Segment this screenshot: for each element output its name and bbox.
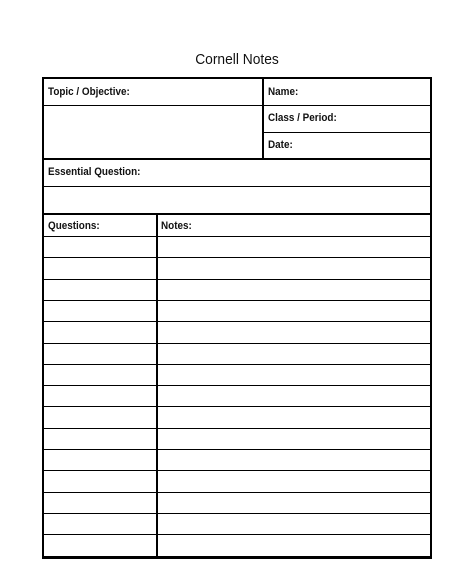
- essential-question-label: Essential Question:: [48, 166, 141, 178]
- ruled-line: [44, 300, 430, 301]
- ruled-line: [44, 257, 430, 258]
- ruled-line: [44, 492, 430, 493]
- header-vertical-divider: [262, 79, 264, 160]
- cornell-notes-form: [42, 77, 432, 559]
- name-label: Name:: [268, 86, 299, 98]
- ruled-line: [44, 236, 430, 237]
- ruled-line: [44, 449, 430, 450]
- page-title: Cornell Notes: [195, 51, 279, 68]
- ruled-line: [44, 406, 430, 407]
- questions-notes-divider: [156, 215, 158, 559]
- ruled-line: [44, 343, 430, 344]
- class-period-label: Class / Period:: [268, 112, 337, 124]
- class-row-divider: [264, 132, 432, 133]
- header-bottom-divider: [44, 158, 430, 160]
- essential-row-divider: [44, 186, 430, 187]
- date-label: Date:: [268, 139, 293, 151]
- ruled-line: [44, 385, 430, 386]
- essential-bottom-divider: [44, 213, 430, 215]
- name-row-divider: [264, 105, 432, 106]
- ruled-line: [44, 321, 430, 322]
- notes-label: Notes:: [161, 220, 192, 232]
- questions-label: Questions:: [48, 220, 100, 232]
- ruled-line: [44, 534, 430, 535]
- ruled-line: [44, 428, 430, 429]
- topic-label: Topic / Objective:: [48, 86, 130, 98]
- ruled-line: [44, 279, 430, 280]
- ruled-line: [44, 556, 430, 557]
- ruled-line: [44, 513, 430, 514]
- topic-row-divider: [44, 105, 262, 106]
- ruled-line: [44, 470, 430, 471]
- ruled-line: [44, 364, 430, 365]
